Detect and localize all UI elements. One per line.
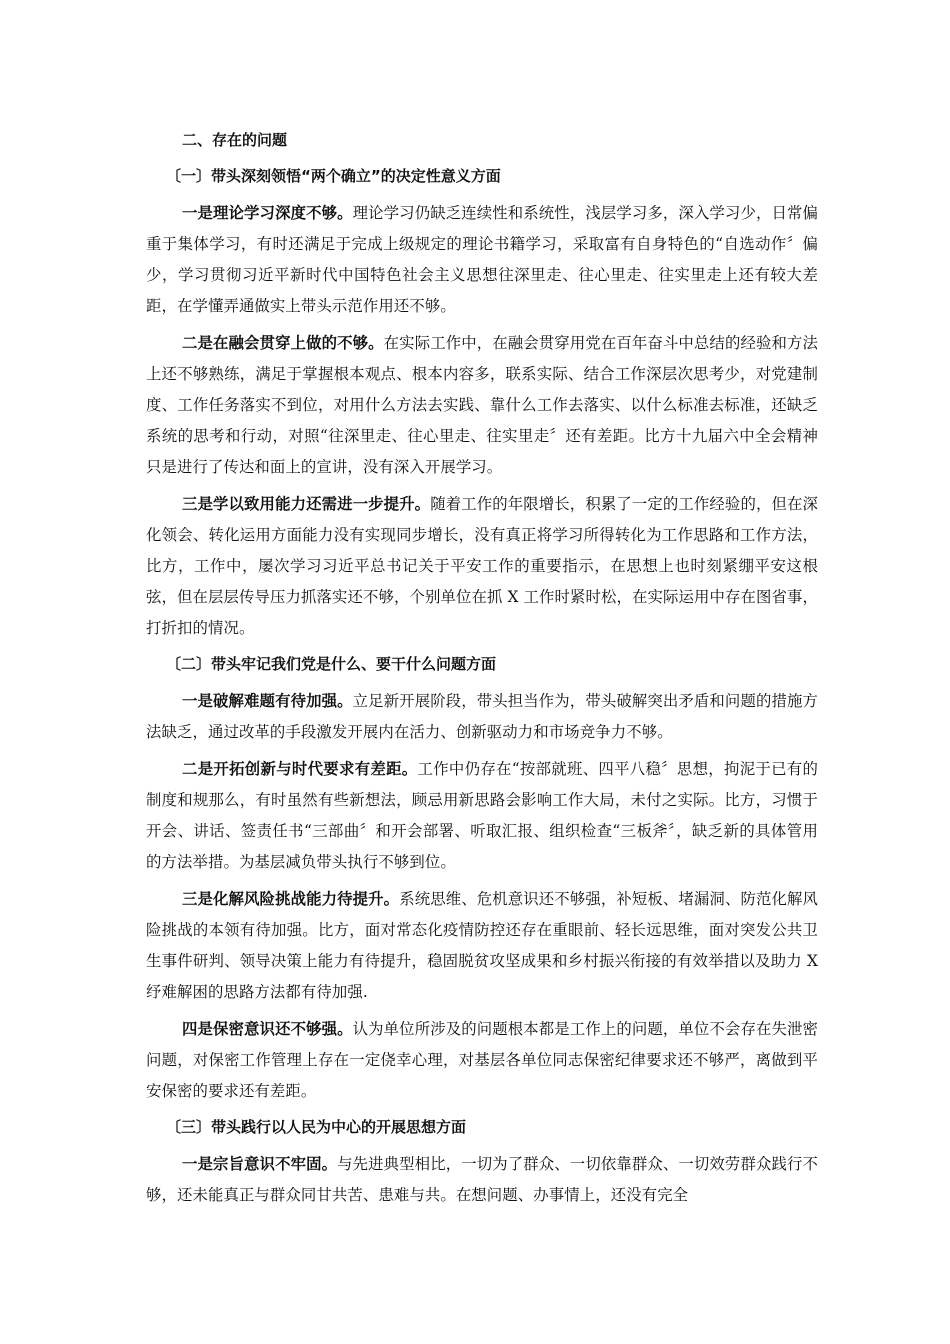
- subsection-heading: 〔二〕带头牢记我们党是什么、要干什么问题方面: [166, 655, 497, 673]
- subsection-heading: 〔三〕带头践行以人民为中心的开展思想方面: [166, 1118, 467, 1136]
- paragraph: [146, 1014, 818, 1107]
- subsection-heading: 〔一〕带头深刻领悟“两个确立”的决定性意义方面: [166, 167, 501, 185]
- paragraph: [146, 198, 818, 322]
- paragraph-text: 随着工作的年限增长，积累了一定的工作经验的，但在深化领会、转化运用方面能力没有实现同步增长，没有真正将学习所得转化为工作思路和工作方法，比方，工作中，屡次学习习近平总书记关于平安工作的重要指示，在思想上也时刻紧绷平安这根弦，但在层层传导压力抓落实还不够，个别单位在抓 X 工作时紧时松，在实际运用中存在图省事，打折扣的情况。: [146, 495, 818, 637]
- paragraph: [146, 884, 818, 1008]
- paragraph-text: 系统思维、危机意识还不够强，补短板、堵漏洞、防范化解风险挑战的本领有待加强。比方，面对常态化疫情防控还存在重眼前、轻长远思维，面对突发公共卫生事件研判、领导决策上能力有待提升，稳固脱贫攻坚成果和乡村振兴衔接的有效举措以及助力 X 纾难解困的思路方法都有待加强.: [146, 890, 819, 1001]
- paragraph-lead: 三是学以致用能力还需进一步提升。: [182, 495, 431, 513]
- paragraph: [146, 489, 818, 644]
- paragraph-text: 与先进典型相比，一切为了群众、一切依靠群众、一切效劳群众践行不够，还未能真正与群众同甘共苦、患难与共。在想问题、办事情上，还没有完全: [146, 1155, 818, 1204]
- paragraph: [146, 754, 818, 878]
- paragraph: [146, 328, 818, 483]
- paragraph-text: 认为单位所涉及的问题根本都是工作上的问题，单位不会存在失泄密问题，对保密工作管理上存在一定侥幸心理，对基层各单位同志保密纪律要求还不够严，离做到平安保密的要求还有差距。: [146, 1020, 818, 1100]
- paragraph-text: 在实际工作中，在融会贯穿用党在百年奋斗中总结的经验和方法上还不够熟练，满足于掌握根本观点、根本内容多，联系实际、结合工作深层次思考少，对党建制度、工作任务落实不到位，对用什么方法去实践、靠什么工作去落实、以什么标准去标准，还缺乏系统的思考和行动，对照“往深里走、往心里走、往实里走〞还有差距。比方十九届六中全会精神只是进行了传达和面上的宣讲，没有深入开展学习。: [146, 334, 818, 476]
- paragraph-lead: 四是保密意识还不够强。: [182, 1020, 353, 1038]
- paragraph-lead: 一是理论学习深度不够。: [182, 204, 353, 222]
- paragraph-lead: 一是破解难题有待加强。: [182, 692, 353, 710]
- section-heading: 二、存在的问题: [182, 131, 288, 149]
- paragraph-lead: 三是化解风险挑战能力待提升。: [182, 890, 400, 908]
- paragraph-lead: 一是宗旨意识不牢固。: [182, 1155, 338, 1173]
- paragraph: [146, 686, 818, 748]
- document-page: [146, 126, 818, 1217]
- paragraph-text: 理论学习仍缺乏连续性和系统性，浅层学习多，深入学习少，日常偏重于集体学习，有时还满足于完成上级规定的理论书籍学习，采取富有自身特色的“自选动作〞偏少，学习贯彻习近平新时代中国特色社会主义思想往深里走、往心里走、往实里走上还有较大差距，在学懂弄通做实上带头示范作用还不够。: [146, 204, 818, 315]
- paragraph-text: 立足新开展阶段，带头担当作为，带头破解突出矛盾和问题的措施方法缺乏，通过改革的手段激发开展内在活力、创新驱动力和市场竞争力不够。: [146, 692, 818, 741]
- paragraph-text: 工作中仍存在“按部就班、四平八稳〞思想，拘泥于已有的制度和规那么，有时虽然有些新想法，顾忌用新思路会影响工作大局，未付之实际。比方，习惯于开会、讲话、签责任书“三部曲〞和开会部署、听取汇报、组织检查“三板斧〞，缺乏新的具体管用的方法举措。为基层减负带头执行不够到位。: [146, 760, 818, 871]
- paragraph-lead: 二是开拓创新与时代要求有差距。: [182, 760, 418, 778]
- paragraph-lead: 二是在融会贯穿上做的不够。: [182, 334, 384, 352]
- paragraph: [146, 1149, 818, 1211]
